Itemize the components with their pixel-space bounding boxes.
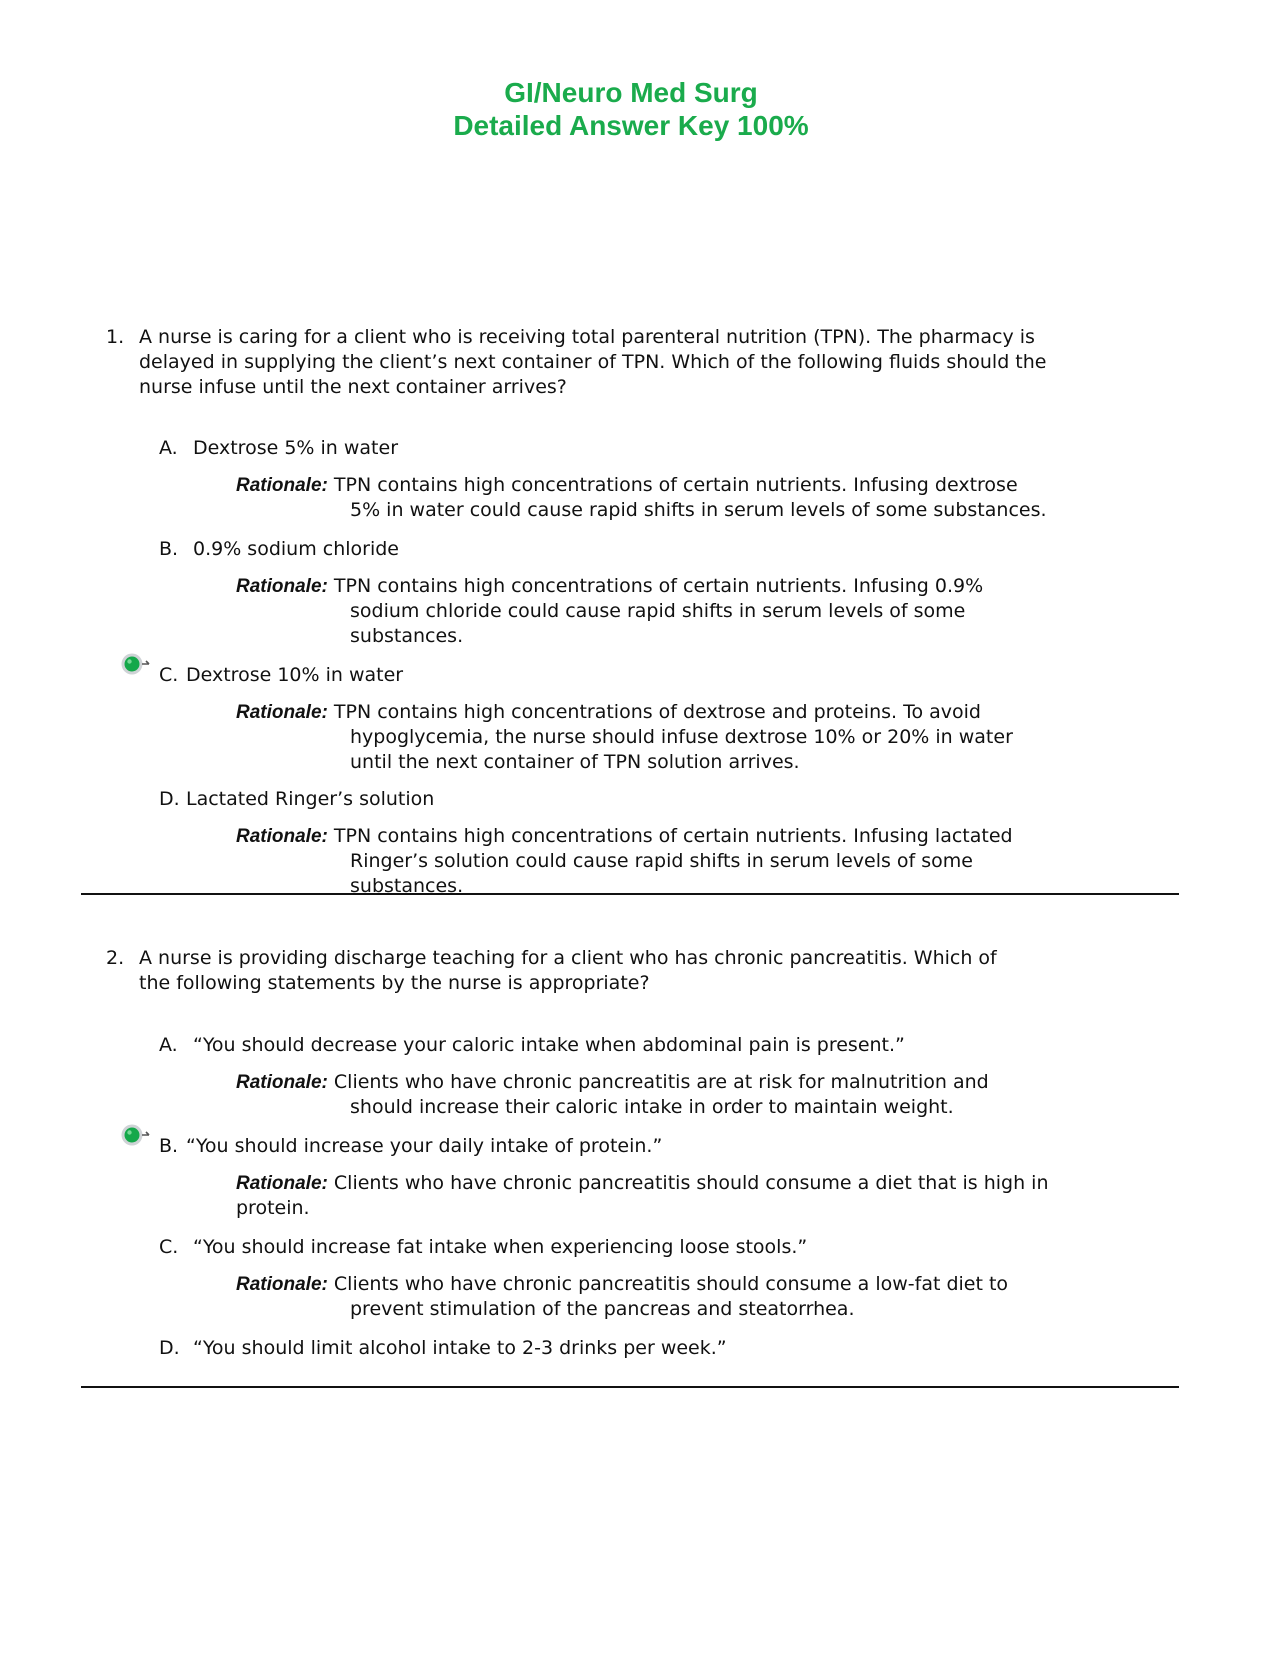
section-divider	[81, 893, 1179, 895]
rationale-label: Rationale:	[236, 826, 328, 847]
rationale-1b	[236, 574, 1136, 649]
rationale-line: substances.	[350, 625, 464, 647]
correct-answer-icon	[120, 651, 152, 677]
option-text: Lactated Ringer’s solution	[186, 788, 435, 810]
rationale-line: substances.	[350, 875, 464, 897]
option-letter: C.	[159, 664, 179, 686]
rationale-line: sodium chloride could cause rapid shifts in serum levels of some	[350, 600, 966, 622]
option-letter: D.	[159, 1337, 180, 1359]
option-text: Dextrose 10% in water	[186, 664, 404, 686]
rationale-line: Clients who have chronic pancreatitis should consume a low-fat diet to	[333, 1273, 1009, 1295]
rationale-line: TPN contains high concentrations of certain nutrients. Infusing dextrose	[333, 474, 1018, 496]
option-text: “You should limit alcohol intake to 2-3 drinks per week.”	[193, 1337, 727, 1359]
option-letter: D.	[159, 788, 180, 810]
rationale-1c	[236, 700, 1136, 775]
rationale-2c	[236, 1272, 1136, 1322]
option-1d	[159, 787, 1159, 812]
question-stem-line: the following statements by the nurse is appropriate?	[139, 972, 650, 994]
correct-answer-icon	[120, 1122, 152, 1148]
question-stem	[139, 946, 1176, 996]
option-1c	[159, 663, 1159, 688]
rationale-label: Rationale:	[236, 576, 328, 597]
document-title: GI/Neuro Med Surg	[504, 77, 758, 108]
rationale-line: Ringer’s solution could cause rapid shifts in serum levels of some	[350, 850, 973, 872]
question-stem-line: A nurse is caring for a client who is receiving total parenteral nutrition (TPN). The pharmacy is	[139, 326, 1035, 348]
option-1b	[159, 537, 1159, 562]
rationale-2a	[236, 1070, 1136, 1120]
question-2	[106, 946, 1176, 996]
rationale-label: Rationale:	[236, 702, 328, 723]
rationale-label: Rationale:	[236, 1173, 328, 1194]
option-text: Dextrose 5% in water	[193, 437, 399, 459]
option-letter: B.	[159, 1135, 179, 1157]
rationale-1d	[236, 824, 1136, 899]
rationale-line: until the next container of TPN solution arrives.	[350, 751, 800, 773]
question-stem-line: delayed in supplying the client’s next container of TPN. Which of the following fluids should the	[139, 351, 1047, 373]
rationale-1a	[236, 473, 1136, 523]
question-stem-line: nurse infuse until the next container arrives?	[139, 376, 567, 398]
rationale-line: TPN contains high concentrations of certain nutrients. Infusing lactated	[333, 825, 1013, 847]
question-number: 2.	[106, 947, 125, 969]
question-stem-line: A nurse is providing discharge teaching for a client who has chronic pancreatitis. Which of	[139, 947, 997, 969]
option-text: “You should decrease your caloric intake when abdominal pain is present.”	[193, 1034, 905, 1056]
option-2d	[159, 1336, 1159, 1361]
rationale-label: Rationale:	[236, 475, 328, 496]
rationale-line: TPN contains high concentrations of certain nutrients. Infusing 0.9%	[333, 575, 984, 597]
question-stem	[139, 325, 1176, 400]
rationale-label: Rationale:	[236, 1274, 328, 1295]
option-letter: A.	[159, 437, 178, 459]
rationale-line: protein.	[236, 1197, 310, 1219]
rationale-2b	[236, 1171, 1136, 1221]
rationale-line: hypoglycemia, the nurse should infuse dextrose 10% or 20% in water	[350, 726, 1013, 748]
option-1a	[159, 436, 1159, 461]
option-text: “You should increase your daily intake of protein.”	[186, 1135, 663, 1157]
question-1	[106, 325, 1176, 400]
rationale-label: Rationale:	[236, 1072, 328, 1093]
rationale-line: prevent stimulation of the pancreas and steatorrhea.	[350, 1298, 855, 1320]
rationale-line: TPN contains high concentrations of dextrose and proteins. To avoid	[333, 701, 981, 723]
option-2c	[159, 1235, 1159, 1260]
rationale-line: Clients who have chronic pancreatitis are at risk for malnutrition and	[333, 1071, 989, 1093]
rationale-line: should increase their caloric intake in order to maintain weight.	[350, 1096, 954, 1118]
option-text: 0.9% sodium chloride	[193, 538, 399, 560]
rationale-line: 5% in water could cause rapid shifts in serum levels of some substances.	[350, 499, 1047, 521]
rationale-line: Clients who have chronic pancreatitis should consume a diet that is high in	[333, 1172, 1049, 1194]
document-subtitle: Detailed Answer Key 100%	[453, 110, 809, 141]
option-text: “You should increase fat intake when experiencing loose stools.”	[193, 1236, 808, 1258]
option-2b	[159, 1134, 1159, 1159]
option-letter: B.	[159, 538, 179, 560]
question-number: 1.	[106, 326, 125, 348]
option-2a	[159, 1033, 1159, 1058]
option-letter: A.	[159, 1034, 178, 1056]
section-divider	[81, 1386, 1179, 1388]
option-letter: C.	[159, 1236, 179, 1258]
